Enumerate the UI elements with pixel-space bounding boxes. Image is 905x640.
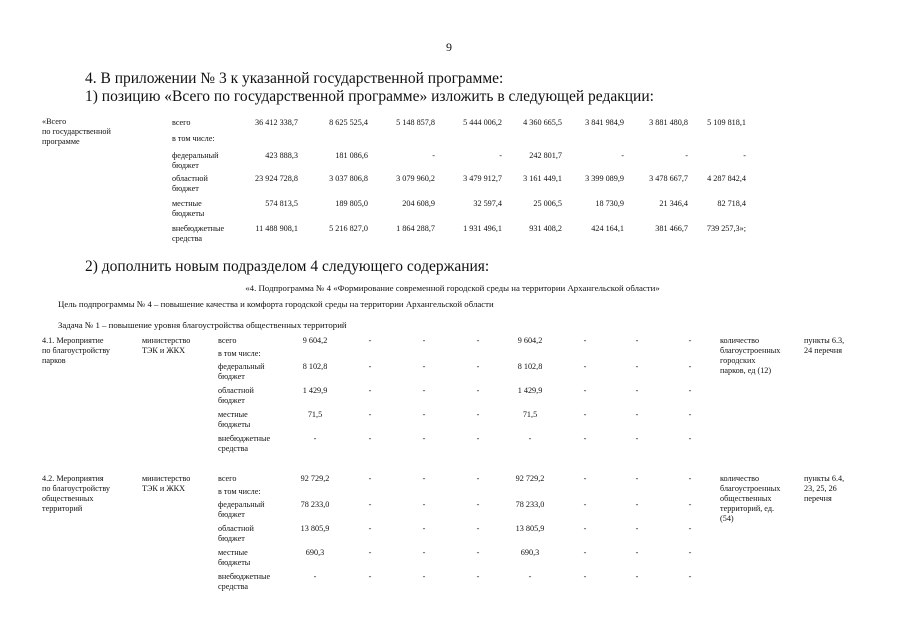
amount-cell: -: [368, 524, 372, 533]
total-name: «Всего по государственной программе: [42, 117, 111, 146]
amount-cell: -: [476, 500, 480, 509]
amount-cell: -: [583, 386, 587, 395]
amount-cell: -: [422, 386, 426, 395]
budget-label: областной бюджет: [218, 386, 254, 405]
amount-cell: 92 729,2: [515, 474, 545, 483]
amount-cell: -: [583, 336, 587, 345]
amount-cell: -: [368, 500, 372, 509]
amount-cell: 78 233,0: [300, 500, 330, 509]
amount-cell: -: [313, 434, 317, 443]
amount-cell: 25 006,5: [533, 199, 562, 208]
amount-cell: 23 924 728,8: [255, 174, 298, 183]
amount-cell: -: [368, 362, 372, 371]
amount-cell: 204 608,9: [402, 199, 435, 208]
amount-cell: -: [422, 524, 426, 533]
budget-label: всего: [172, 118, 191, 127]
amount-cell: 32 597,4: [473, 199, 502, 208]
amount-cell: 5 109 818,1: [707, 118, 746, 127]
amount-cell: -: [688, 386, 692, 395]
subprogram-task: Задача № 1 – повышение уровня благоустройства общественных территорий: [58, 320, 347, 330]
amount-cell: 11 488 908,1: [255, 224, 298, 233]
amount-cell: 931 408,2: [529, 224, 562, 233]
amount-cell: -: [685, 151, 688, 160]
activity-executor: министерство ТЭК и ЖКХ: [142, 474, 191, 493]
budget-label: внебюджетные средства: [218, 434, 271, 453]
amount-cell: -: [476, 572, 480, 581]
budget-label: федеральный бюджет: [218, 500, 265, 519]
amount-cell: -: [368, 548, 372, 557]
heading-add-subsection: 2) дополнить новым подразделом 4 следующего содержания:: [85, 258, 490, 275]
amount-cell: -: [476, 548, 480, 557]
amount-cell: -: [688, 548, 692, 557]
amount-cell: -: [688, 410, 692, 419]
amount-cell: 690,3: [520, 548, 540, 557]
amount-cell: -: [583, 410, 587, 419]
amount-cell: -: [583, 524, 587, 533]
amount-cell: 1 429,9: [517, 386, 543, 395]
amount-cell: 13 805,9: [300, 524, 330, 533]
amount-cell: -: [422, 548, 426, 557]
amount-cell: -: [743, 151, 746, 160]
amount-cell: -: [528, 434, 532, 443]
amount-cell: -: [635, 336, 639, 345]
amount-cell: 574 813,5: [265, 199, 298, 208]
amount-cell: -: [688, 362, 692, 371]
amount-cell: 690,3: [305, 548, 325, 557]
amount-cell: 189 805,0: [335, 199, 368, 208]
amount-cell: -: [499, 151, 502, 160]
amount-cell: -: [476, 524, 480, 533]
amount-cell: 3 161 449,1: [523, 174, 562, 183]
amount-cell: 3 841 984,9: [585, 118, 624, 127]
amount-cell: 1 864 288,7: [396, 224, 435, 233]
amount-cell: 71,5: [522, 410, 538, 419]
amount-cell: -: [368, 434, 372, 443]
page-number: 9: [446, 40, 452, 54]
budget-label: всего: [218, 336, 237, 345]
activity-name: 4.1. Мероприятие по благоустройству парков: [42, 336, 111, 365]
activity-name: 4.2. Мероприятия по благоустройству общественных территорий: [42, 474, 111, 513]
budget-label: внебюджетные средства: [218, 572, 271, 591]
budget-label: федеральный бюджет: [218, 362, 265, 381]
amount-cell: 423 888,3: [265, 151, 298, 160]
amount-cell: 18 730,9: [595, 199, 624, 208]
amount-cell: -: [688, 500, 692, 509]
amount-cell: 4 360 665,5: [523, 118, 562, 127]
amount-cell: -: [476, 474, 480, 483]
budget-label: местные бюджеты: [218, 410, 251, 429]
amount-cell: -: [476, 336, 480, 345]
budget-label: всего: [218, 474, 237, 483]
amount-cell: -: [422, 362, 426, 371]
amount-cell: 3 079 960,2: [396, 174, 435, 183]
amount-cell: -: [422, 572, 426, 581]
activity-reference: пункты 6.3, 24 перечня: [804, 336, 845, 355]
amount-cell: -: [476, 410, 480, 419]
budget-label: областной бюджет: [172, 174, 208, 193]
amount-cell: -: [432, 151, 435, 160]
amount-cell: 3 479 912,7: [463, 174, 502, 183]
budget-label: местные бюджеты: [218, 548, 251, 567]
amount-cell: -: [583, 362, 587, 371]
amount-cell: -: [528, 572, 532, 581]
amount-cell: 13 805,9: [515, 524, 545, 533]
amount-cell: 739 257,3»;: [706, 224, 746, 233]
budget-label: в том числе:: [218, 349, 261, 358]
amount-cell: -: [688, 524, 692, 533]
amount-cell: -: [635, 434, 639, 443]
amount-cell: 242 801,7: [529, 151, 562, 160]
budget-label: в том числе:: [172, 134, 215, 143]
activity-indicator: количество благоустроенных городских парков, ед (12): [720, 336, 781, 375]
budget-label: областной бюджет: [218, 524, 254, 543]
amount-cell: -: [583, 500, 587, 509]
amount-cell: 1 931 496,1: [463, 224, 502, 233]
amount-cell: 381 466,7: [655, 224, 688, 233]
amount-cell: 3 037 806,8: [329, 174, 368, 183]
amount-cell: -: [621, 151, 624, 160]
amount-cell: 5 148 857,8: [396, 118, 435, 127]
amount-cell: 8 102,8: [302, 362, 328, 371]
heading-position: 1) позицию «Всего по государственной программе» изложить в следующей редакции:: [85, 88, 654, 105]
amount-cell: -: [635, 474, 639, 483]
amount-cell: 4 287 842,4: [707, 174, 746, 183]
amount-cell: 3 881 480,8: [649, 118, 688, 127]
amount-cell: 181 086,6: [335, 151, 368, 160]
subprogram-goal: Цель подпрограммы № 4 – повышение качества и комфорта городской среды на территории Архангельской области: [58, 299, 494, 309]
amount-cell: -: [688, 474, 692, 483]
amount-cell: -: [313, 572, 317, 581]
amount-cell: -: [476, 386, 480, 395]
amount-cell: -: [635, 386, 639, 395]
amount-cell: 3 478 667,7: [649, 174, 688, 183]
amount-cell: 82 718,4: [717, 199, 746, 208]
amount-cell: -: [635, 410, 639, 419]
activity-executor: министерство ТЭК и ЖКХ: [142, 336, 191, 355]
amount-cell: 424 164,1: [591, 224, 624, 233]
amount-cell: -: [368, 474, 372, 483]
amount-cell: -: [688, 572, 692, 581]
amount-cell: 21 346,4: [659, 199, 688, 208]
budget-label: федеральный бюджет: [172, 151, 219, 170]
amount-cell: -: [583, 434, 587, 443]
amount-cell: -: [422, 500, 426, 509]
amount-cell: 8 102,8: [517, 362, 543, 371]
amount-cell: 78 233,0: [515, 500, 545, 509]
amount-cell: 8 625 525,4: [329, 118, 368, 127]
heading-appendix: 4. В приложении № 3 к указанной государственной программе:: [85, 70, 504, 87]
amount-cell: -: [583, 548, 587, 557]
amount-cell: 5 216 827,0: [329, 224, 368, 233]
amount-cell: 36 412 338,7: [255, 118, 298, 127]
amount-cell: -: [583, 572, 587, 581]
activity-reference: пункты 6.4, 23, 25, 26 перечня: [804, 474, 845, 503]
amount-cell: -: [368, 410, 372, 419]
amount-cell: -: [583, 474, 587, 483]
amount-cell: -: [476, 362, 480, 371]
amount-cell: -: [635, 572, 639, 581]
budget-label: внебюджетные средства: [172, 224, 225, 243]
amount-cell: 9 604,2: [517, 336, 543, 345]
amount-cell: -: [422, 434, 426, 443]
amount-cell: -: [368, 572, 372, 581]
budget-label: в том числе:: [218, 487, 261, 496]
activity-indicator: количество благоустроенных общественных территорий, ед. (54): [720, 474, 781, 523]
amount-cell: -: [635, 524, 639, 533]
amount-cell: -: [635, 500, 639, 509]
amount-cell: 71,5: [307, 410, 323, 419]
amount-cell: -: [635, 362, 639, 371]
amount-cell: -: [688, 434, 692, 443]
amount-cell: -: [422, 336, 426, 345]
subprogram-title: «4. Подпрограмма № 4 «Формирование современной городской среды на территории Архангельской области»: [245, 283, 660, 293]
amount-cell: 5 444 006,2: [463, 118, 502, 127]
amount-cell: 92 729,2: [300, 474, 330, 483]
amount-cell: 9 604,2: [302, 336, 328, 345]
amount-cell: -: [422, 474, 426, 483]
amount-cell: -: [635, 548, 639, 557]
budget-label: местные бюджеты: [172, 199, 205, 218]
amount-cell: -: [422, 410, 426, 419]
amount-cell: 1 429,9: [302, 386, 328, 395]
amount-cell: -: [368, 386, 372, 395]
amount-cell: 3 399 089,9: [585, 174, 624, 183]
amount-cell: -: [476, 434, 480, 443]
amount-cell: -: [368, 336, 372, 345]
amount-cell: -: [688, 336, 692, 345]
